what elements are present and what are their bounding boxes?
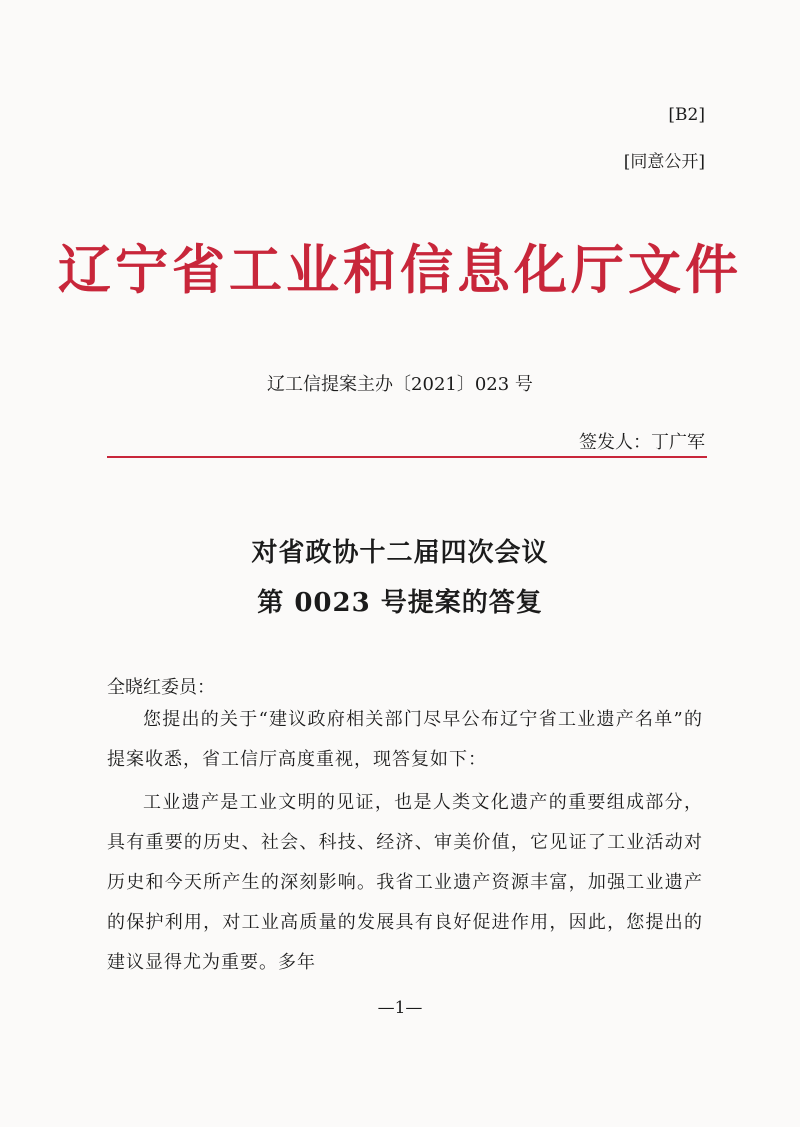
body-paragraph: 工业遗产是工业文明的见证，也是人类文化遗产的重要组成部分，具有重要的历史、社会、科技、经济、审美价值，它见证了工业活动对历史和今天所产生的深刻影响。我省工业遗产资源丰富，加强工业遗产的保护利用，对工业高质量的发展具有良好促进作用，因此，您提出的建议显得尤为重要。多年 — [107, 792, 703, 973]
document-title-line-2: 第 0023 号提案的答复 — [257, 588, 543, 618]
signer: 签发人：丁广军 — [579, 432, 705, 453]
issuer-masthead: 辽宁省工业和信息化厅文件 — [58, 240, 742, 301]
body-paragraph: 您提出的关于“建议政府相关部门尽早公布辽宁省工业遗产名单”的提案收悉，省工信厅高度重视，现答复如下： — [107, 709, 703, 770]
document-code-tag: [B2] — [668, 105, 705, 125]
salutation: 全晓红委员： — [107, 677, 215, 698]
page-number: —1— — [377, 998, 423, 1018]
document-number: 辽工信提案主办〔2021〕023 号 — [267, 374, 533, 395]
disclosure-tag: [同意公开] — [623, 152, 705, 172]
red-divider-line — [107, 456, 707, 458]
document-title-line-1: 对省政协十二届四次会议 — [251, 538, 549, 568]
